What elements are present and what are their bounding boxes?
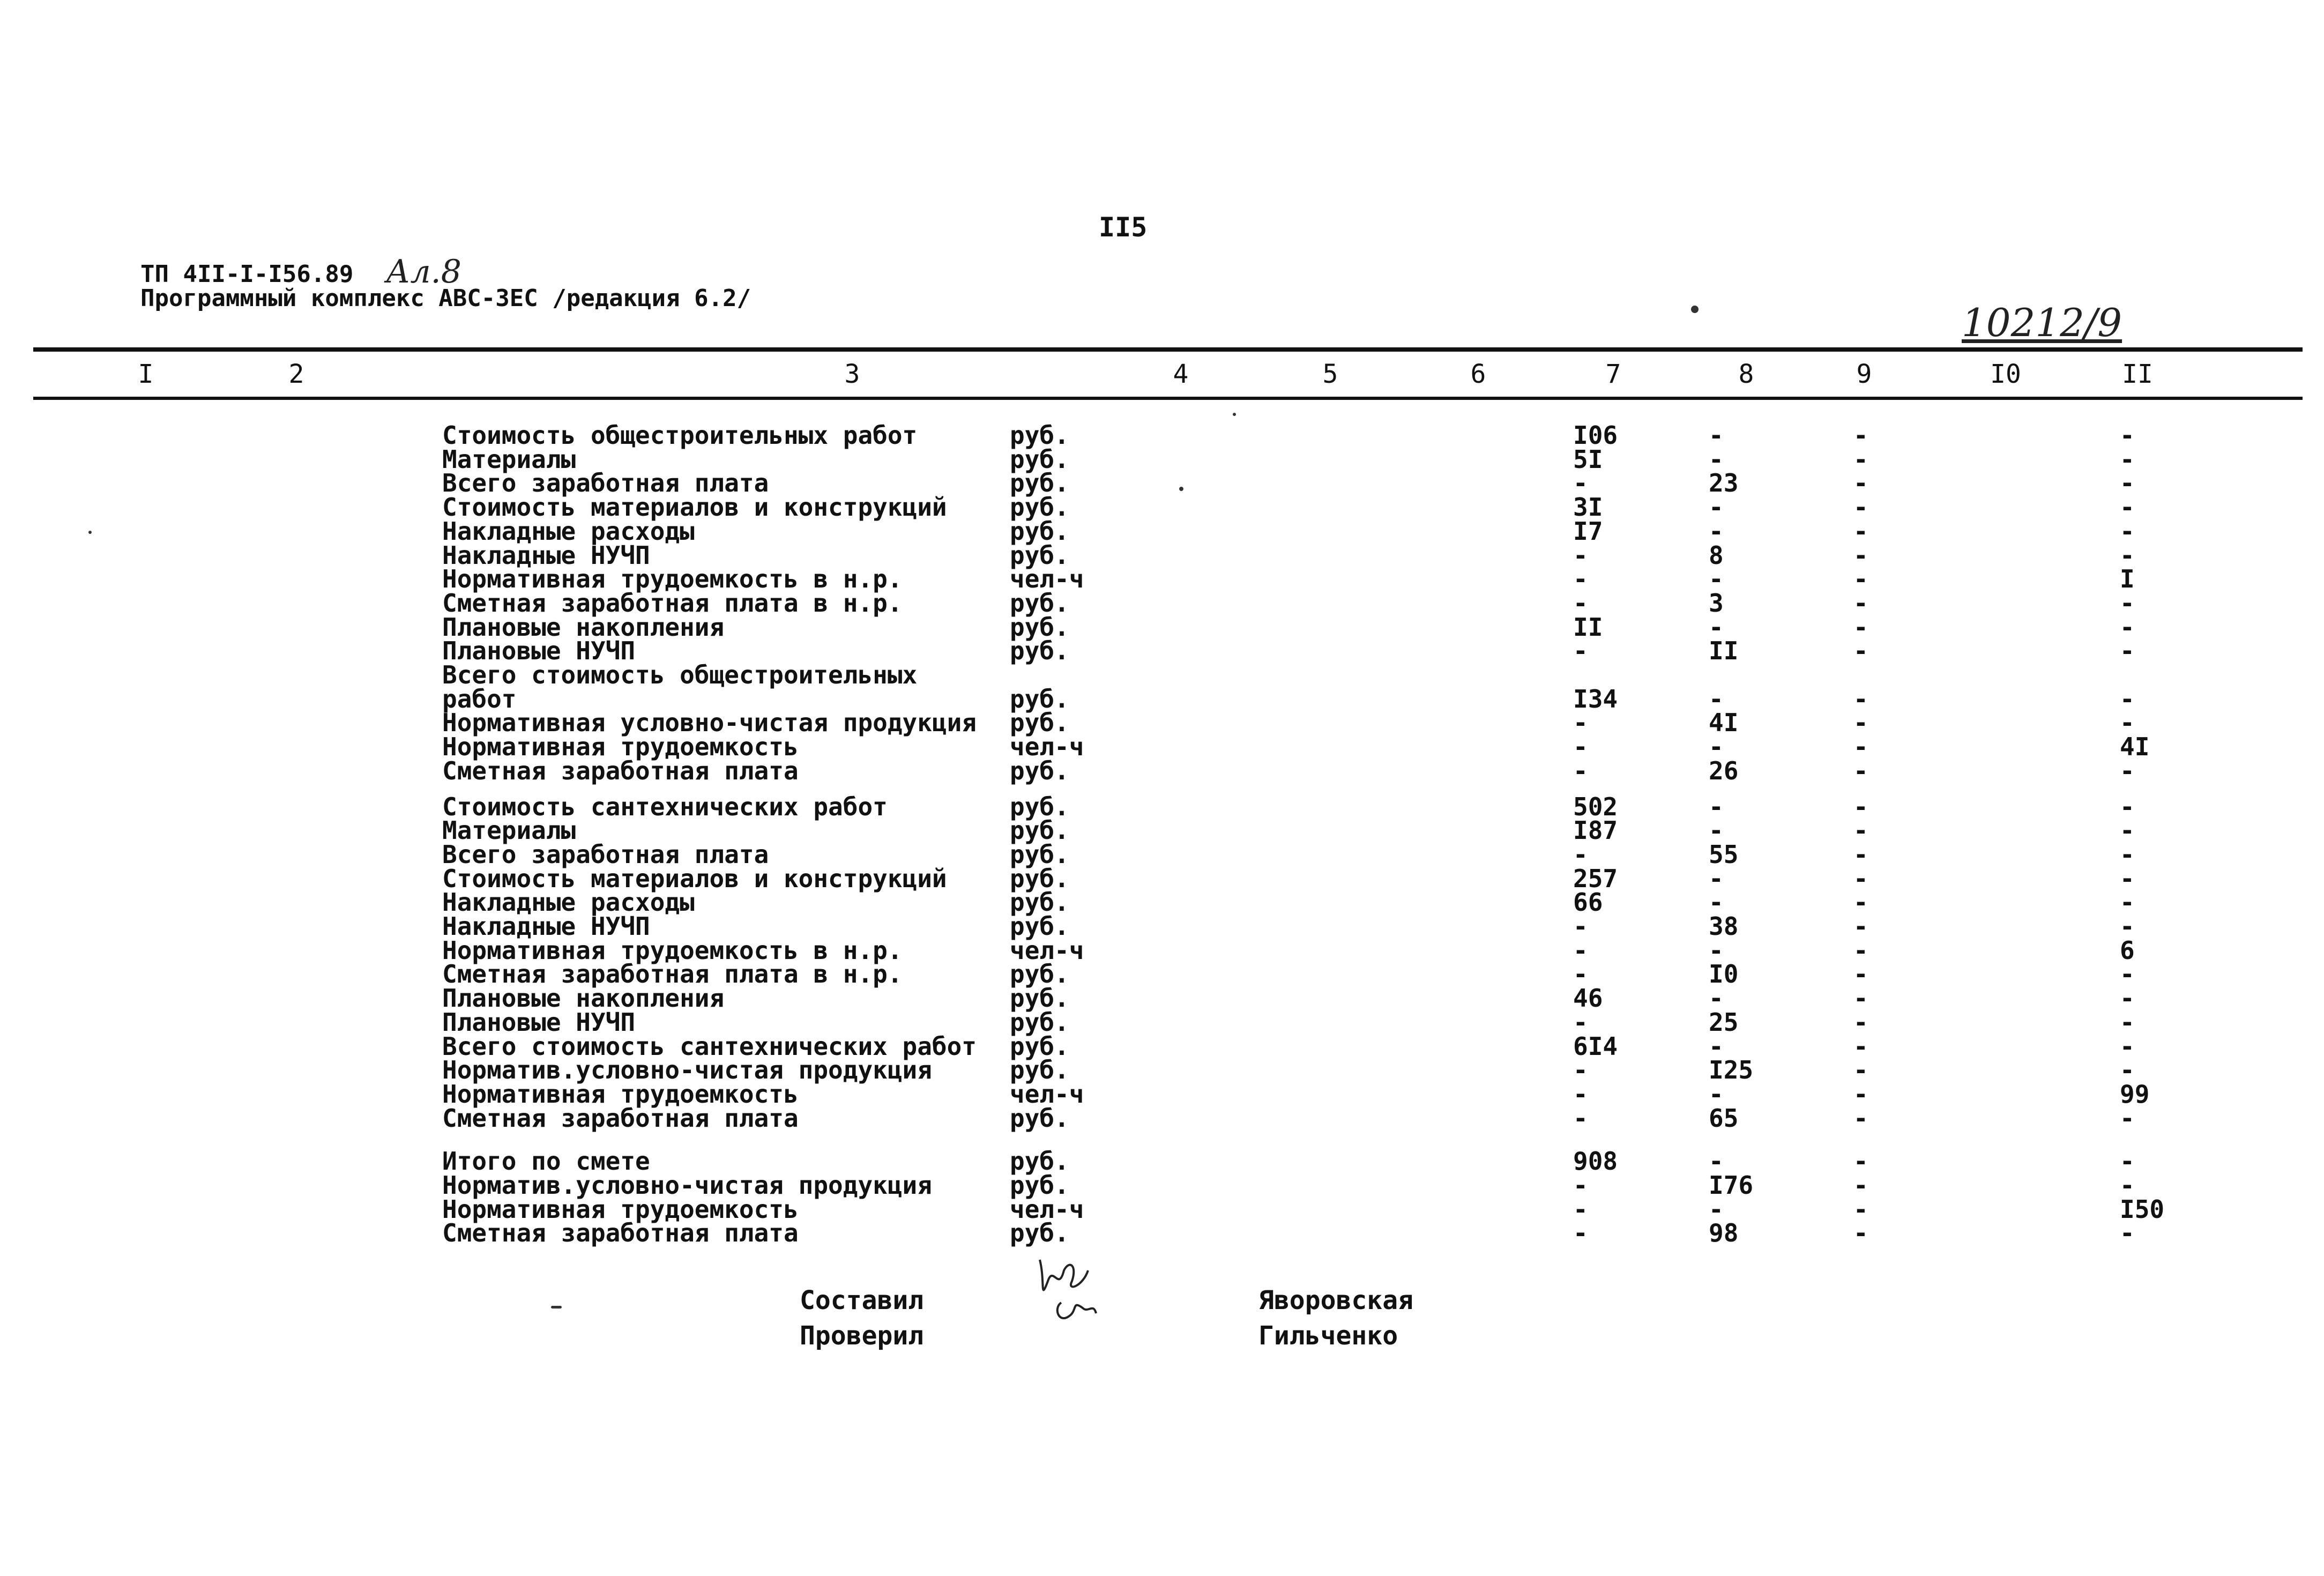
row-name: Сметная заработная плата в н.р. [442,960,903,989]
row-col-9: - [1853,444,1868,474]
row-name: Всего стоимость общестроительных [442,660,918,689]
row-col-8: - [1709,684,1724,713]
row-name: Всего стоимость сантехнических работ [442,1031,977,1061]
row-col-9: - [1853,684,1868,713]
row-name: Нормативная трудоемкость в н.р. [442,935,903,965]
row-col-8: - [1709,516,1724,546]
table-row [0,1171,2324,1200]
compiled-name: Яворовская [1258,1285,1413,1315]
row-col-8: 23 [1709,469,1739,498]
table-row [0,888,2324,917]
row-col-9: - [1853,888,1868,917]
row-unit: чел-ч [1010,935,1084,965]
document-subtitle: Программный комплекс АВС-3ЕС /редакция 6.2/ [140,285,751,312]
row-name: Стоимость сантехнических работ [442,792,888,821]
table-row [0,1218,2324,1248]
row-col-11: - [2120,588,2135,618]
row-col-7: 257 [1573,864,1618,893]
table-header-rule [33,397,2303,400]
row-unit: руб. [1010,1103,1069,1133]
row-col-8: II [1709,636,1739,666]
row-col-11: - [2120,839,2135,869]
row-col-11: I [2120,564,2135,594]
row-name: Стоимость материалов и конструкций [442,864,947,893]
row-unit: руб. [1010,1147,1069,1176]
row-col-7: - [1573,756,1588,785]
row-col-9: - [1853,1147,1868,1176]
row-col-8: - [1709,864,1724,893]
row-col-7: - [1573,588,1588,618]
row-col-7: I7 [1573,516,1603,546]
column-header-1: I [138,359,154,389]
row-col-9: - [1853,912,1868,941]
row-col-7: 502 [1573,792,1618,821]
row-col-11: - [2120,1218,2135,1248]
row-col-11: - [2120,493,2135,522]
row-name: Материалы [442,816,576,845]
column-header-8: 8 [1738,359,1754,389]
row-col-11: - [2120,469,2135,498]
row-unit: руб. [1010,493,1069,522]
column-header-9: 9 [1856,359,1872,389]
row-col-8: - [1709,1147,1724,1176]
table-row [0,1031,2324,1061]
compiled-label: Составил [800,1285,924,1315]
row-col-7: - [1573,564,1588,594]
column-header-2: 2 [288,359,304,389]
row-col-7: - [1573,708,1588,738]
row-name: Нормативная условно-чистая продукция [442,708,977,738]
row-col-7: - [1573,1079,1588,1109]
row-name: Стоимость общестроительных работ [442,421,918,450]
row-unit: руб. [1010,912,1069,941]
row-name: Плановые НУЧП [442,636,636,666]
row-col-9: - [1853,1194,1868,1224]
row-name: Сметная заработная плата [442,1218,799,1248]
row-unit: руб. [1010,792,1069,821]
row-col-7: I87 [1573,816,1618,845]
row-col-9: - [1853,636,1868,666]
row-name: Всего заработная плата [442,469,769,498]
row-col-9: - [1853,516,1868,546]
row-col-7: - [1573,469,1588,498]
row-col-7: - [1573,1103,1588,1133]
table-row [0,1079,2324,1109]
row-name: Накладные расходы [442,516,695,546]
table-row [0,960,2324,989]
table-row [0,564,2324,594]
row-col-8: 98 [1709,1218,1739,1248]
row-col-9: - [1853,564,1868,594]
row-col-8: - [1709,1194,1724,1224]
row-col-8: - [1709,792,1724,821]
row-col-9: - [1853,864,1868,893]
row-col-8: 26 [1709,756,1739,785]
row-col-11: - [2120,684,2135,713]
row-col-7: 3I [1573,493,1603,522]
table-row [0,1194,2324,1224]
row-col-11: - [2120,864,2135,893]
table-row [0,421,2324,450]
column-header-4: 4 [1173,359,1189,389]
row-col-7: - [1573,636,1588,666]
row-col-9: - [1853,1171,1868,1200]
row-col-9: - [1853,612,1868,642]
row-name: работ [442,684,517,713]
handwritten-code: Ал.8 [386,253,461,291]
row-col-11: - [2120,1031,2135,1061]
row-col-8: - [1709,493,1724,522]
table-row [0,660,2324,689]
row-name: Сметная заработная плата в н.р. [442,588,903,618]
row-col-8: 4I [1709,708,1739,738]
speck [88,531,92,534]
row-col-8: - [1709,935,1724,965]
row-col-11: - [2120,708,2135,738]
row-unit: руб. [1010,864,1069,893]
row-unit: руб. [1010,708,1069,738]
row-col-9: - [1853,1055,1868,1085]
row-col-7: - [1573,912,1588,941]
row-name: Плановые накопления [442,984,725,1013]
table-row [0,864,2324,893]
row-name: Сметная заработная плата [442,1103,799,1133]
row-name: Накладные НУЧП [442,912,650,941]
row-unit: руб. [1010,444,1069,474]
table-row [0,1007,2324,1037]
row-col-8: - [1709,1031,1724,1061]
row-col-9: - [1853,839,1868,869]
row-col-7: - [1573,935,1588,965]
row-col-9: - [1853,421,1868,450]
row-col-11: - [2120,984,2135,1013]
row-col-11: - [2120,516,2135,546]
column-header-11: II [2122,359,2153,389]
checked-label: Проверил [800,1321,924,1351]
row-unit: руб. [1010,516,1069,546]
table-row [0,444,2324,474]
row-col-11: - [2120,912,2135,941]
row-col-7: I34 [1573,684,1618,713]
row-col-9: - [1853,1007,1868,1037]
row-col-8: - [1709,564,1724,594]
row-name: Плановые накопления [442,612,725,642]
handwritten-number: 10212/9 [1962,300,2122,345]
row-unit: руб. [1010,684,1069,713]
column-header-6: 6 [1470,359,1486,389]
row-col-7: - [1573,1007,1588,1037]
row-unit: руб. [1010,984,1069,1013]
row-unit: руб. [1010,756,1069,785]
row-col-11: - [2120,1055,2135,1085]
row-col-7: 66 [1573,888,1603,917]
row-col-11: - [2120,444,2135,474]
row-col-11: - [2120,540,2135,570]
table-row [0,792,2324,821]
table-row [0,708,2324,738]
table-row [0,984,2324,1013]
row-col-11: - [2120,816,2135,845]
row-unit: руб. [1010,612,1069,642]
row-col-7: 908 [1573,1147,1618,1176]
row-unit: руб. [1010,540,1069,570]
row-col-11: - [2120,612,2135,642]
row-col-8: - [1709,444,1724,474]
row-name: Нормативная трудоемкость [442,732,799,762]
column-header-5: 5 [1322,359,1338,389]
row-name: Накладные расходы [442,888,695,917]
table-row [0,839,2324,869]
row-col-8: I25 [1709,1055,1754,1085]
row-name: Нормативная трудоемкость [442,1194,799,1224]
row-col-8: - [1709,816,1724,845]
row-unit: чел-ч [1010,732,1084,762]
row-name: Итого по смете [442,1147,650,1176]
row-col-11: - [2120,1171,2135,1200]
row-unit: руб. [1010,469,1069,498]
row-col-8: I76 [1709,1171,1754,1200]
speck [551,1306,562,1309]
table-row [0,1103,2324,1133]
speck [1179,487,1183,491]
row-name: Всего заработная плата [442,839,769,869]
row-col-9: - [1853,1218,1868,1248]
row-col-11: - [2120,756,2135,785]
row-col-8: - [1709,421,1724,450]
row-unit: руб. [1010,1171,1069,1200]
row-unit: руб. [1010,816,1069,845]
table-row [0,636,2324,666]
row-col-9: - [1853,960,1868,989]
row-name: Материалы [442,444,576,474]
row-col-11: - [2120,888,2135,917]
row-col-9: - [1853,469,1868,498]
column-header-7: 7 [1605,359,1621,389]
row-name: Плановые НУЧП [442,1007,636,1037]
row-unit: руб. [1010,421,1069,450]
row-col-9: - [1853,1103,1868,1133]
table-row [0,935,2324,965]
row-name: Нормативная трудоемкость в н.р. [442,564,903,594]
row-col-7: 6I4 [1573,1031,1618,1061]
table-row [0,1147,2324,1176]
row-col-8: 38 [1709,912,1739,941]
table-row [0,588,2324,618]
row-col-9: - [1853,493,1868,522]
speck [1233,413,1236,416]
row-col-8: - [1709,1079,1724,1109]
row-unit: руб. [1010,1218,1069,1248]
column-header-3: 3 [844,359,860,389]
row-col-7: 5I [1573,444,1603,474]
row-name: Норматив.условно-чистая продукция [442,1171,932,1200]
table-row [0,732,2324,762]
table-row [0,684,2324,713]
row-col-11: 6 [2120,935,2135,965]
row-unit: руб. [1010,888,1069,917]
row-col-8: 65 [1709,1103,1739,1133]
row-col-7: - [1573,960,1588,989]
table-row [0,516,2324,546]
row-col-9: - [1853,1031,1868,1061]
row-name: Норматив.условно-чистая продукция [442,1055,932,1085]
row-unit: чел-ч [1010,1079,1084,1109]
row-col-8: 8 [1709,540,1724,570]
row-col-9: - [1853,935,1868,965]
row-col-8: - [1709,888,1724,917]
row-col-7: - [1573,1218,1588,1248]
row-col-9: - [1853,588,1868,618]
row-unit: руб. [1010,960,1069,989]
row-col-8: - [1709,612,1724,642]
row-col-11: 4I [2120,732,2150,762]
row-name: Накладные НУЧП [442,540,650,570]
row-col-7: II [1573,612,1603,642]
row-unit: руб. [1010,1007,1069,1037]
table-row [0,612,2324,642]
handwritten-signature [1029,1249,1109,1329]
row-unit: чел-ч [1010,1194,1084,1224]
row-name: Стоимость материалов и конструкций [442,493,947,522]
row-col-11: - [2120,421,2135,450]
row-col-7: 46 [1573,984,1603,1013]
speck [1691,306,1699,313]
row-col-7: - [1573,1055,1588,1085]
row-col-8: 55 [1709,839,1739,869]
row-col-9: - [1853,816,1868,845]
row-col-9: - [1853,792,1868,821]
table-row [0,1055,2324,1085]
row-col-7: - [1573,1171,1588,1200]
row-col-7: - [1573,1194,1588,1224]
table-top-rule [33,347,2303,352]
row-name: Сметная заработная плата [442,756,799,785]
row-col-9: - [1853,540,1868,570]
row-col-8: 25 [1709,1007,1739,1037]
row-unit: руб. [1010,636,1069,666]
table-row [0,540,2324,570]
row-unit: руб. [1010,839,1069,869]
document-code: ТП 4II-I-I56.89 [140,261,354,288]
row-unit: чел-ч [1010,564,1084,594]
table-row [0,816,2324,845]
row-unit: руб. [1010,1031,1069,1061]
row-col-9: - [1853,708,1868,738]
table-row [0,912,2324,941]
row-col-9: - [1853,756,1868,785]
row-col-11: I50 [2120,1194,2165,1224]
column-header-10: I0 [1990,359,2021,389]
row-col-8: - [1709,984,1724,1013]
row-col-9: - [1853,1079,1868,1109]
row-col-11: - [2120,792,2135,821]
row-col-8: I0 [1709,960,1739,989]
row-col-11: - [2120,1103,2135,1133]
row-col-7: - [1573,839,1588,869]
row-name: Нормативная трудоемкость [442,1079,799,1109]
row-unit: руб. [1010,588,1069,618]
row-unit: руб. [1010,1055,1069,1085]
row-col-11: - [2120,960,2135,989]
row-col-8: 3 [1709,588,1724,618]
table-row [0,493,2324,522]
table-row [0,469,2324,498]
table-row [0,756,2324,785]
row-col-11: - [2120,1007,2135,1037]
row-col-7: I06 [1573,421,1618,450]
row-col-11: - [2120,636,2135,666]
checked-name: Гильченко [1258,1321,1398,1351]
row-col-7: - [1573,540,1588,570]
row-col-9: - [1853,732,1868,762]
row-col-8: - [1709,732,1724,762]
row-col-7: - [1573,732,1588,762]
row-col-9: - [1853,984,1868,1013]
page-number: II5 [1099,212,1148,243]
row-col-11: - [2120,1147,2135,1176]
row-col-11: 99 [2120,1079,2150,1109]
